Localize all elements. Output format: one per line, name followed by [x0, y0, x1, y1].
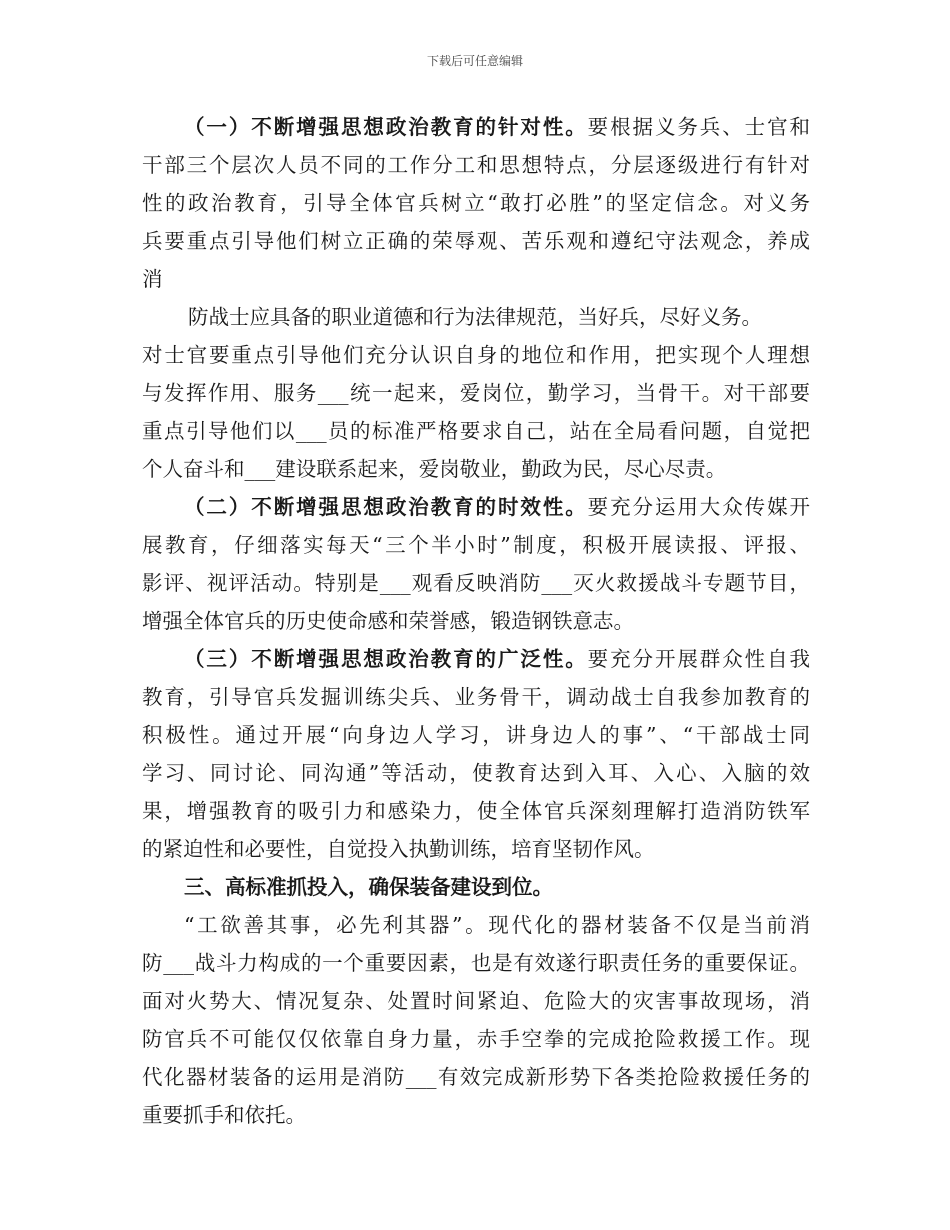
paragraph-line: 对士官要重点引导他们充分认识自身的地位和作用，把实现个人理想: [142, 343, 810, 367]
paragraph-line: 防官兵不可能仅仅依靠自身力量，赤手空拳的完成抢险救援工作。现: [142, 1027, 810, 1051]
paragraph-line: 积极性。通过开展“向身边人学习，讲身边人的事”、“干部战士同: [142, 723, 810, 747]
paragraph-line: 学习、同讨论、同沟通”等活动，使教育达到入耳、入心、入脑的效: [142, 761, 810, 785]
paragraph-equipment: [142, 906, 810, 1134]
line-text: 要根据义务兵、士官和: [587, 115, 811, 139]
paragraph-line: 展教育，仔细落实每天“三个半小时”制度，积极开展读报、评报、: [142, 533, 810, 557]
paragraph-line: 重点引导他们以___员的标准严格要求自己，站在全局看问题，自觉把: [142, 419, 810, 443]
paragraph-line: [142, 488, 810, 526]
paragraph-line: [142, 108, 810, 146]
paragraph-line: “工欲善其事，必先利其器”。现代化的器材装备不仅是当前消: [184, 913, 810, 937]
paragraph-line: 的紧迫性和必要性，自觉投入执勤训练，培育坚韧作风。: [142, 837, 655, 861]
paragraph-line: 影评、视评活动。特别是___观看反映消防___灭火救援战斗专题节目，: [142, 571, 810, 595]
section-three-heading: [142, 868, 810, 906]
paragraph-political-education-breadth: [142, 640, 810, 868]
paragraph-line: 兵要重点引导他们树立正确的荣辱观、苦乐观和遵纪守法观念，养成: [142, 229, 810, 253]
section-heading: （一）不断增强思想政治教育的针对性。: [184, 115, 588, 139]
section-heading: （三）不断增强思想政治教育的广泛性。: [184, 647, 588, 671]
section-heading: 三、高标准抓投入，确保装备建设到位。: [184, 875, 553, 899]
paragraph-line: 防___战斗力构成的一个重要因素，也是有效遂行职责任务的重要保证。: [142, 951, 810, 975]
paragraph-political-education-targeting: [142, 108, 810, 298]
paragraph-line: 性的政治教育，引导全体官兵树立“敢打必胜”的坚定信念。对义务: [142, 191, 810, 215]
paragraph-line: [142, 640, 810, 678]
line-text: 要充分开展群众性自我: [587, 647, 811, 671]
paragraph-line: 果，增强教育的吸引力和感染力，使全体官兵深刻理解打造消防铁军: [142, 799, 810, 823]
section-heading: （二）不断增强思想政治教育的时效性。: [184, 495, 588, 519]
paragraph-line: 干部三个层次人员不同的工作分工和思想特点，分层逐级进行有针对: [142, 153, 810, 177]
paragraph-line: 个人奋斗和___建设联系起来，爱岗敬业，勤政为民，尽心尽责。: [142, 457, 727, 481]
paragraph-line: 重要抓手和依托。: [142, 1103, 306, 1127]
document-body: [142, 108, 810, 1134]
paragraph-line: 面对火势大、情况复杂、处置时间紧迫、危险大的灾害事故现场，消: [142, 989, 810, 1013]
paragraph-line: 增强全体官兵的历史使命感和荣誉感，锻造钢铁意志。: [142, 609, 634, 633]
paragraph-line: 消: [142, 267, 163, 291]
paragraph-line: 教育，引导官兵发掘训练尖兵、业务骨干，调动战士自我参加教育的: [142, 685, 810, 709]
paragraph-line: 防战士应具备的职业道德和行为法律规范，当好兵，尽好义务。: [188, 305, 762, 329]
paragraph-line: 与发挥作用、服务___统一起来，爱岗位，勤学习，当骨干。对干部要: [142, 381, 810, 405]
line-text: 要充分运用大众传媒开: [587, 495, 811, 519]
paragraph-political-education-timeliness: [142, 488, 810, 640]
page-header: 下载后可任意编辑: [426, 54, 523, 68]
paragraph-soldier-ethics: [142, 298, 810, 488]
paragraph-line: 代化器材装备的运用是消防___有效完成新形势下各类抢险救援任务的: [142, 1065, 810, 1089]
